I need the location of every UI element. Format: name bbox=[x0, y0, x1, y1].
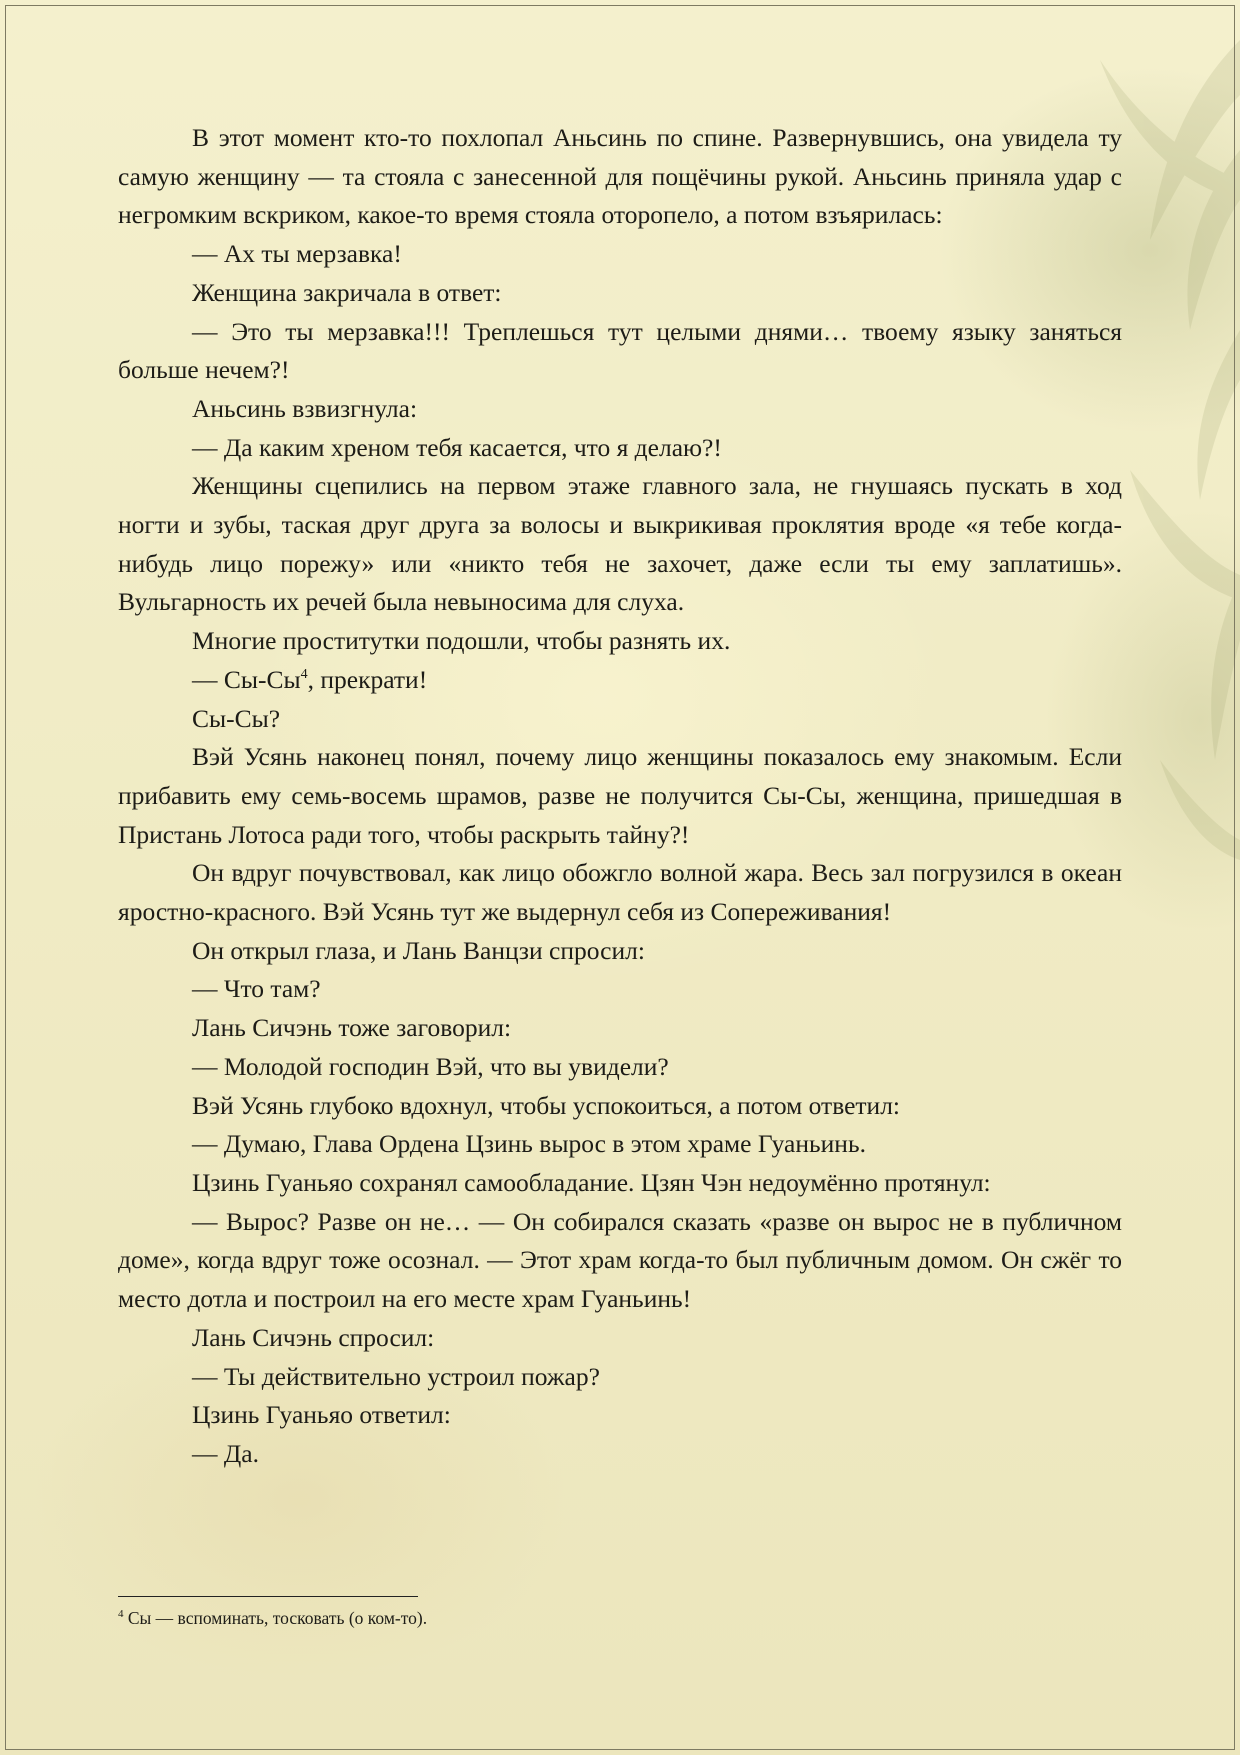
paragraph: — Ах ты мерзавка! bbox=[192, 239, 402, 269]
footnote-marker: 4 bbox=[118, 1608, 124, 1620]
body-text bbox=[118, 119, 1122, 1474]
footnote bbox=[118, 1606, 1122, 1630]
paragraph: — Да. bbox=[192, 1438, 259, 1468]
paragraph: Цзинь Гуаньяо ответил: bbox=[192, 1400, 451, 1430]
paragraph: Многие проститутки подошли, чтобы разнять их. bbox=[192, 626, 731, 656]
footnote-divider bbox=[118, 1596, 418, 1597]
paragraph: — Молодой господин Вэй, что вы увидели? bbox=[192, 1051, 669, 1081]
paragraph: Цзинь Гуаньяо сохранял самообладание. Цзян Чэн недоумённо протянул: bbox=[192, 1167, 991, 1197]
footnote-line-after: , прекрати! bbox=[307, 664, 428, 694]
paragraph: Лань Сичэнь спросил: bbox=[192, 1322, 435, 1352]
paragraph: — Это ты мерзавка!!! Треплешься тут целыми днями… твоему языку заняться больше нечем?! bbox=[118, 316, 1122, 385]
paragraph: Он вдруг почувствовал, как лицо обожгло волной жара. Весь зал погрузился в океан яростно-красного. Вэй Усянь тут же выдернул себя из Сопереживания! bbox=[118, 858, 1122, 927]
paragraph: — Думаю, Глава Ордена Цзинь вырос в этом храме Гуаньинь. bbox=[192, 1129, 866, 1159]
paragraph: В этот момент кто-то похлопал Аньсинь по спине. Развернувшись, она увидела ту самую женщину — та стояла с занесенной для пощёчины рукой. Аньсинь приняла удар с негромким вскриком, какое-то время стояла оторопело, а потом взъярилась: bbox=[118, 123, 1122, 230]
paragraph: Вэй Усянь глубоко вдохнул, чтобы успокоиться, а потом ответил: bbox=[192, 1090, 900, 1120]
paragraph: Лань Сичэнь тоже заговорил: bbox=[192, 1013, 512, 1043]
paragraph: Женщина закричала в ответ: bbox=[192, 277, 502, 307]
footnote-line-before: — Сы-Сы bbox=[192, 664, 301, 694]
footnote-text: Сы — вспоминать, тосковать (о ком-то). bbox=[123, 1608, 428, 1628]
paragraph: — Что там? bbox=[192, 974, 321, 1004]
paragraph: — Да каким хреном тебя касается, что я делаю?! bbox=[192, 432, 722, 462]
paragraph: Вэй Усянь наконец понял, почему лицо женщины показалось ему знакомым. Если прибавить ему семь-восемь шрамов, разве не получится Сы-Сы, женщина, пришедшая в Пристань Лотоса ради того, чтобы раскрыть тайну?! bbox=[118, 742, 1122, 849]
paragraph-with-footnote bbox=[118, 661, 1122, 700]
paragraph: — Ты действительно устроил пожар? bbox=[192, 1361, 600, 1391]
paragraph: Аньсинь взвизгнула: bbox=[192, 393, 418, 423]
paragraph: Сы-Сы? bbox=[192, 703, 281, 733]
paragraph: Женщины сцепились на первом этаже главного зала, не гнушаясь пускать в ход ногти и зубы, таская друг друга за волосы и выкрикивая проклятия вроде «я тебе когда-нибудь лицо порежу» или «никто тебя не захочет, даже если ты ему заплатишь». Вульгарность их речей была невыносима для слуха. bbox=[118, 471, 1122, 617]
paragraph: — Вырос? Разве он не… — Он собирался сказать «разве он вырос не в публичном доме», когда вдруг тоже осознал. — Этот храм когда-то был публичным домом. Он сжёг то место дотла и построил на его месте храм Гуаньинь! bbox=[118, 1206, 1122, 1314]
paragraph: Он открыл глаза, и Лань Ванцзи спросил: bbox=[192, 935, 645, 965]
footnote-reference[interactable]: 4 bbox=[300, 666, 308, 682]
